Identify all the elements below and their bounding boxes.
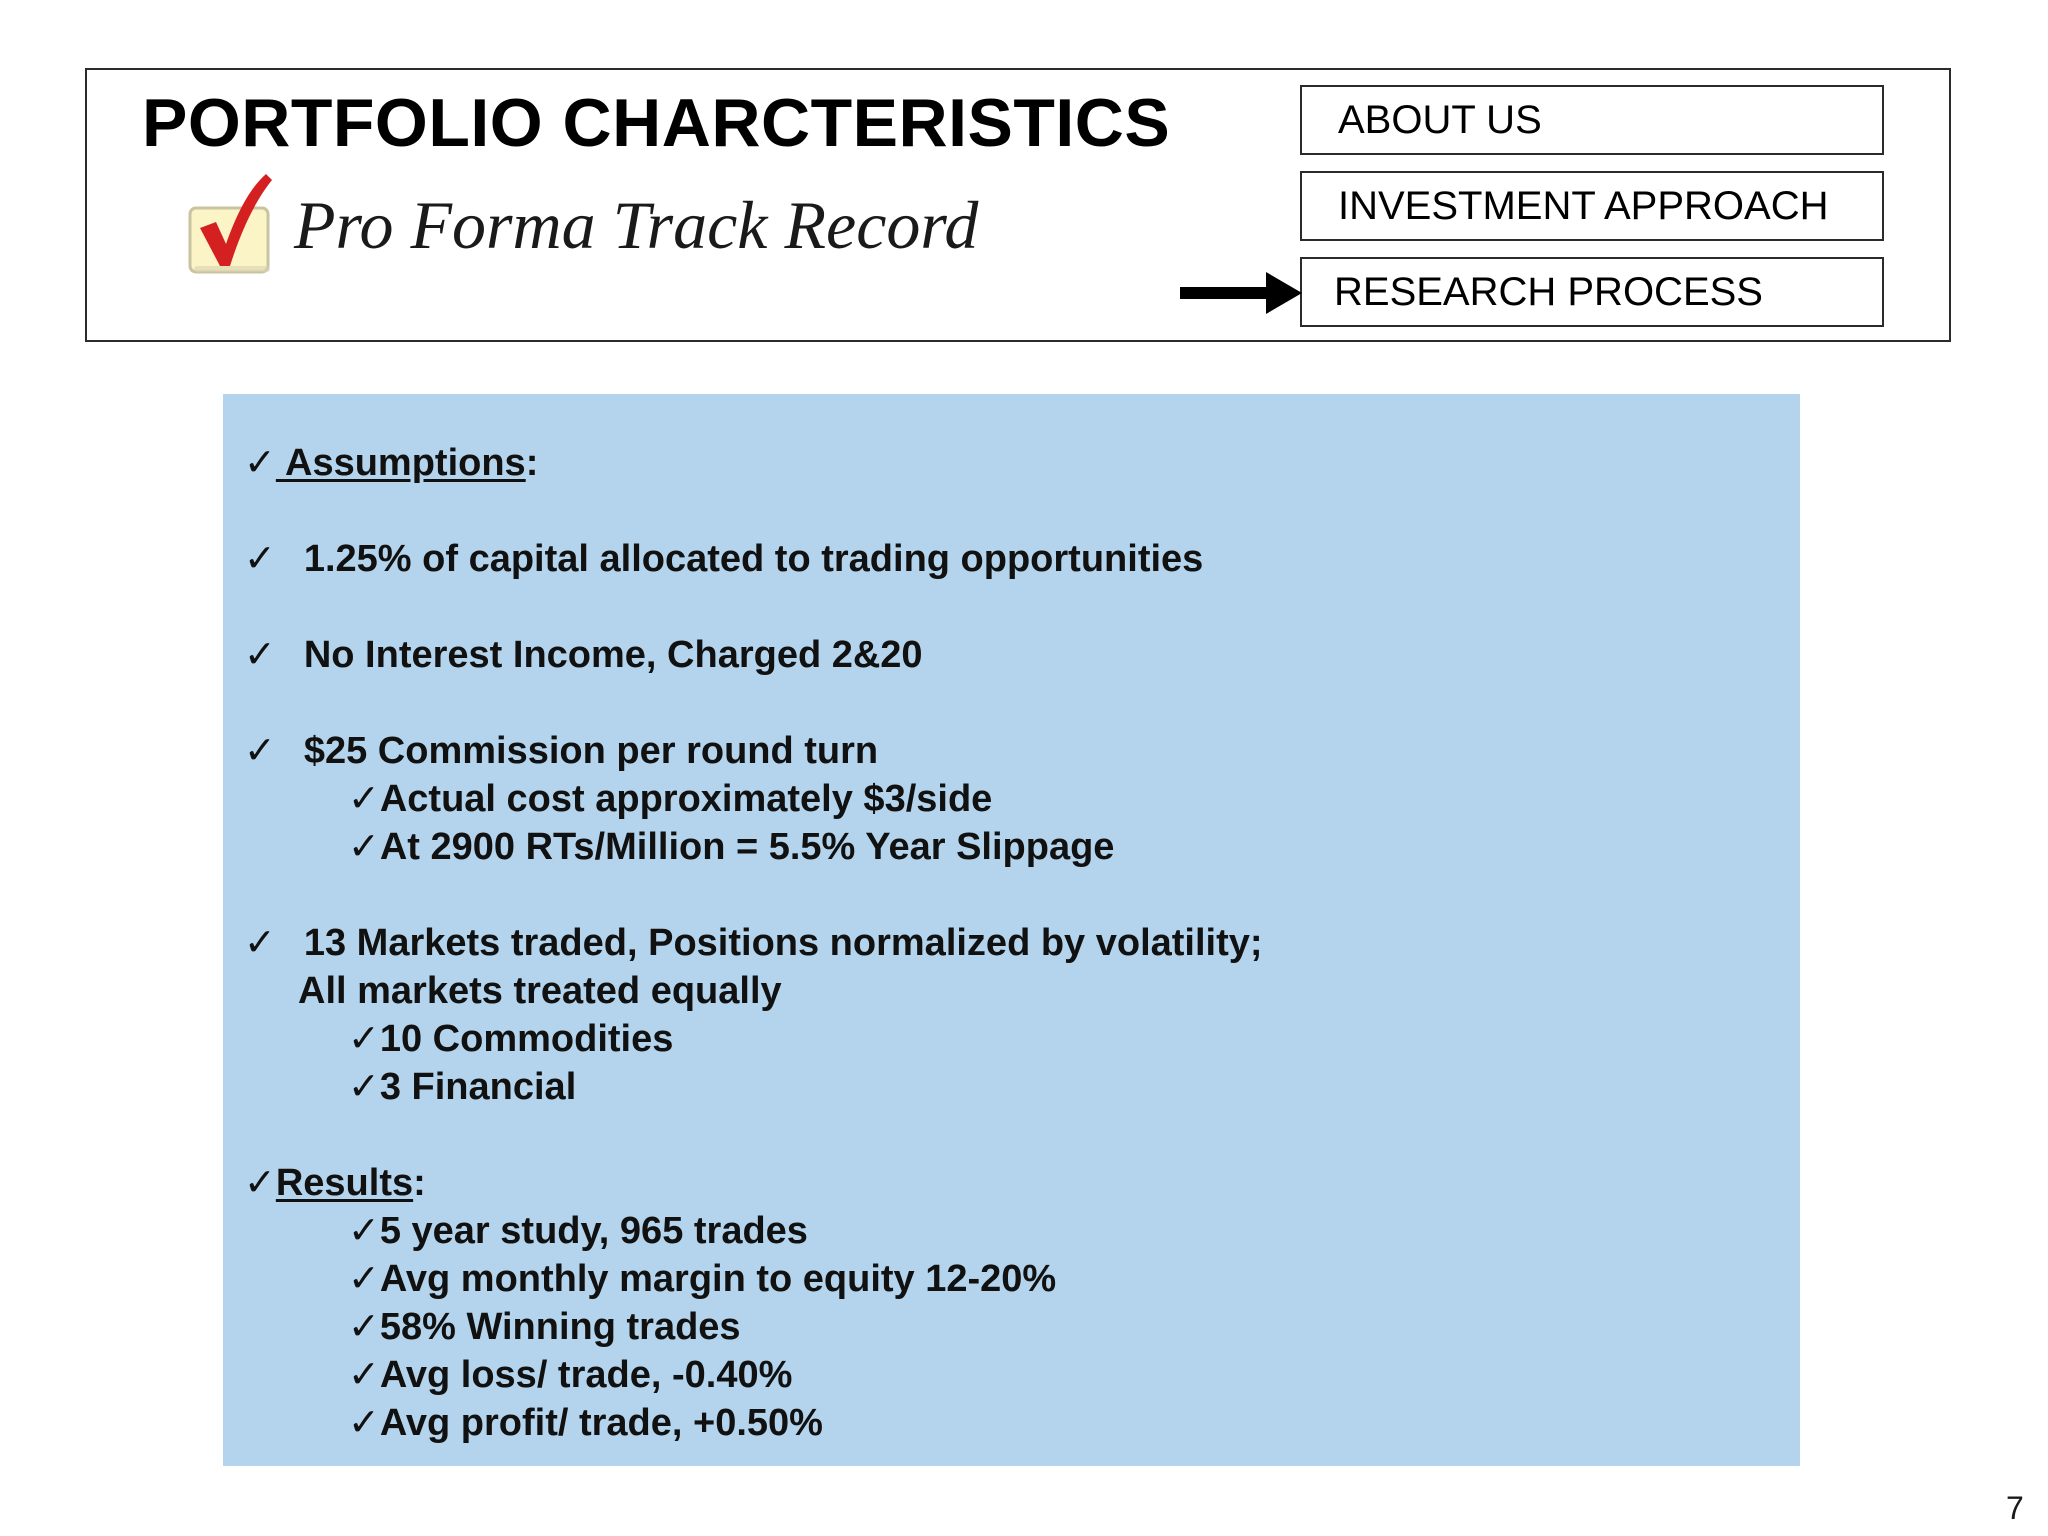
assumptions-heading-text: Assumptions (285, 442, 526, 484)
check-icon: ✓ (244, 922, 276, 964)
list-item (348, 776, 992, 822)
assumption-financial: 3 Financial (379, 1066, 577, 1108)
assumption-commission-actual: Actual cost approximately $3/side (379, 778, 993, 820)
assumption-commission-slippage: At 2900 RTs/Million = 5.5% Year Slippage (379, 826, 1115, 868)
check-icon: ✓ (348, 1306, 380, 1348)
check-icon: ✓ (348, 1402, 380, 1444)
nav-research-process-button[interactable]: RESEARCH PROCESS (1300, 257, 1884, 327)
check-icon: ✓ (348, 826, 380, 868)
assumption-markets-line1: 13 Markets traded, Positions normalized by volatility; (303, 922, 1263, 964)
check-icon: ✓ (348, 1066, 380, 1108)
list-item (348, 1256, 1056, 1302)
nav-about-us-button[interactable]: ABOUT US (1300, 85, 1884, 155)
list-item (348, 824, 1114, 870)
list-item (348, 1208, 808, 1254)
assumption-commodities: 10 Commodities (379, 1018, 674, 1060)
list-item (244, 920, 1263, 966)
result-winning: 58% Winning trades (379, 1306, 741, 1348)
assumptions-heading: ✓ Assumptions: (244, 442, 539, 484)
check-icon: ✓ (244, 442, 276, 484)
check-icon: ✓ (348, 1258, 380, 1300)
nav-investment-approach-button[interactable]: INVESTMENT APPROACH (1300, 171, 1884, 241)
page-title: PORTFOLIO CHARCTERISTICS (142, 85, 1171, 161)
assumption-markets-line2: All markets treated equally (298, 970, 782, 1012)
assumption-interest: No Interest Income, Charged 2&20 (303, 634, 923, 676)
assumption-capital: 1.25% of capital allocated to trading opportunities (303, 538, 1204, 580)
list-item (348, 1064, 576, 1110)
list-item (244, 536, 1203, 582)
check-icon: ✓ (244, 538, 276, 580)
list-item (244, 632, 923, 678)
result-profit: Avg profit/ trade, +0.50% (379, 1402, 823, 1444)
assumption-commission: $25 Commission per round turn (303, 730, 879, 772)
check-icon: ✓ (244, 1162, 276, 1204)
result-study: 5 year study, 965 trades (379, 1210, 808, 1252)
page-subtitle: Pro Forma Track Record (294, 187, 979, 263)
list-item (348, 1016, 673, 1062)
check-icon: ✓ (348, 778, 380, 820)
checkbox-checked-icon (186, 170, 274, 276)
check-icon: ✓ (348, 1210, 380, 1252)
check-icon: ✓ (244, 634, 276, 676)
results-heading-text: Results (275, 1162, 414, 1204)
check-icon: ✓ (244, 730, 276, 772)
list-item (244, 728, 878, 774)
list-item (348, 1400, 823, 1446)
results-heading: ✓Results: (244, 1162, 426, 1204)
list-item (348, 1304, 741, 1350)
check-icon: ✓ (348, 1018, 380, 1060)
arrow-right-icon (1180, 272, 1302, 314)
check-icon: ✓ (348, 1354, 380, 1396)
result-margin: Avg monthly margin to equity 12-20% (379, 1258, 1057, 1300)
page-number: 7 (2006, 1490, 2024, 1526)
result-loss: Avg loss/ trade, -0.40% (379, 1354, 793, 1396)
list-item (348, 1352, 792, 1398)
